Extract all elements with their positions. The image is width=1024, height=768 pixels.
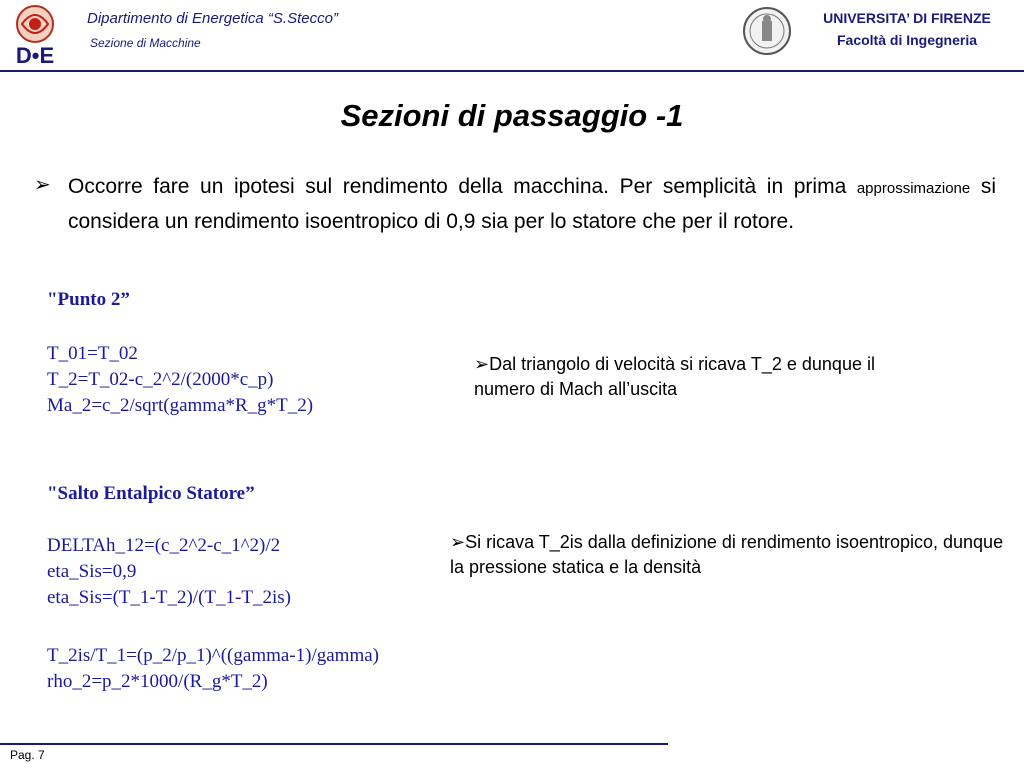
code-block-1	[47, 341, 313, 419]
code-line: T_2is/T_1=(p_2/p_1)^((gamma-1)/gamma)	[47, 645, 379, 666]
code-line: T_01=T_02	[47, 343, 138, 364]
university-name: UNIVERSITA’ DI FIRENZE	[823, 10, 991, 26]
department-logo	[2, 2, 68, 68]
bullet-text	[68, 170, 996, 238]
department-name: Dipartimento di Energetica “S.Stecco”	[87, 10, 338, 27]
header-divider	[0, 70, 1024, 72]
code-line: T_2=T_02-c_2^2/(2000*c_p)	[47, 369, 274, 390]
code-line: DELTAh_12=(c_2^2-c_1^2)/2	[47, 535, 281, 556]
footer-divider	[0, 743, 668, 745]
code-line: eta_Sis=0,9	[47, 561, 137, 582]
faculty-name: Facoltà di Ingegneria	[836, 32, 978, 48]
code-line: Ma_2=c_2/sqrt(gamma*R_g*T_2)	[47, 395, 314, 416]
note-mach: ➢Dal triangolo di velocità si ricava T_2 e dunque il numero di Mach all’uscita	[474, 354, 875, 399]
bullet-text-part2: si considera un rendimento isoentropico di 0,9 sia per lo statore che per il rotore.	[68, 175, 997, 233]
university-seal-icon	[742, 6, 792, 56]
code-block-3	[47, 643, 379, 695]
code-heading-salto: "Salto Entalpico Statore”	[47, 483, 255, 504]
page-number: Pag. 7	[10, 748, 45, 762]
bullet-text-part1: Occorre fare un ipotesi sul rendimento della macchina. Per semplicità in prima	[68, 175, 857, 198]
bullet-text-small: approssimazione	[856, 180, 971, 197]
logo-emblem-icon	[17, 6, 53, 42]
bullet-arrow-icon: ➢	[34, 174, 51, 196]
code-line: eta_Sis=(T_1-T_2)/(T_1-T_2is)	[47, 587, 291, 608]
slide-title: Sezioni di passaggio -1	[340, 98, 684, 133]
note-isoentropic: ➢Si ricava T_2is dalla definizione di rendimento isoentropico, dunque la pressione statica e la densità	[450, 532, 1004, 577]
code-line: rho_2=p_2*1000/(R_g*T_2)	[47, 671, 268, 692]
code-block-2	[47, 533, 291, 611]
code-heading-punto2: "Punto 2”	[47, 289, 130, 310]
logo-text: D•E	[15, 43, 55, 68]
section-name: Sezione di Macchine	[90, 36, 201, 50]
